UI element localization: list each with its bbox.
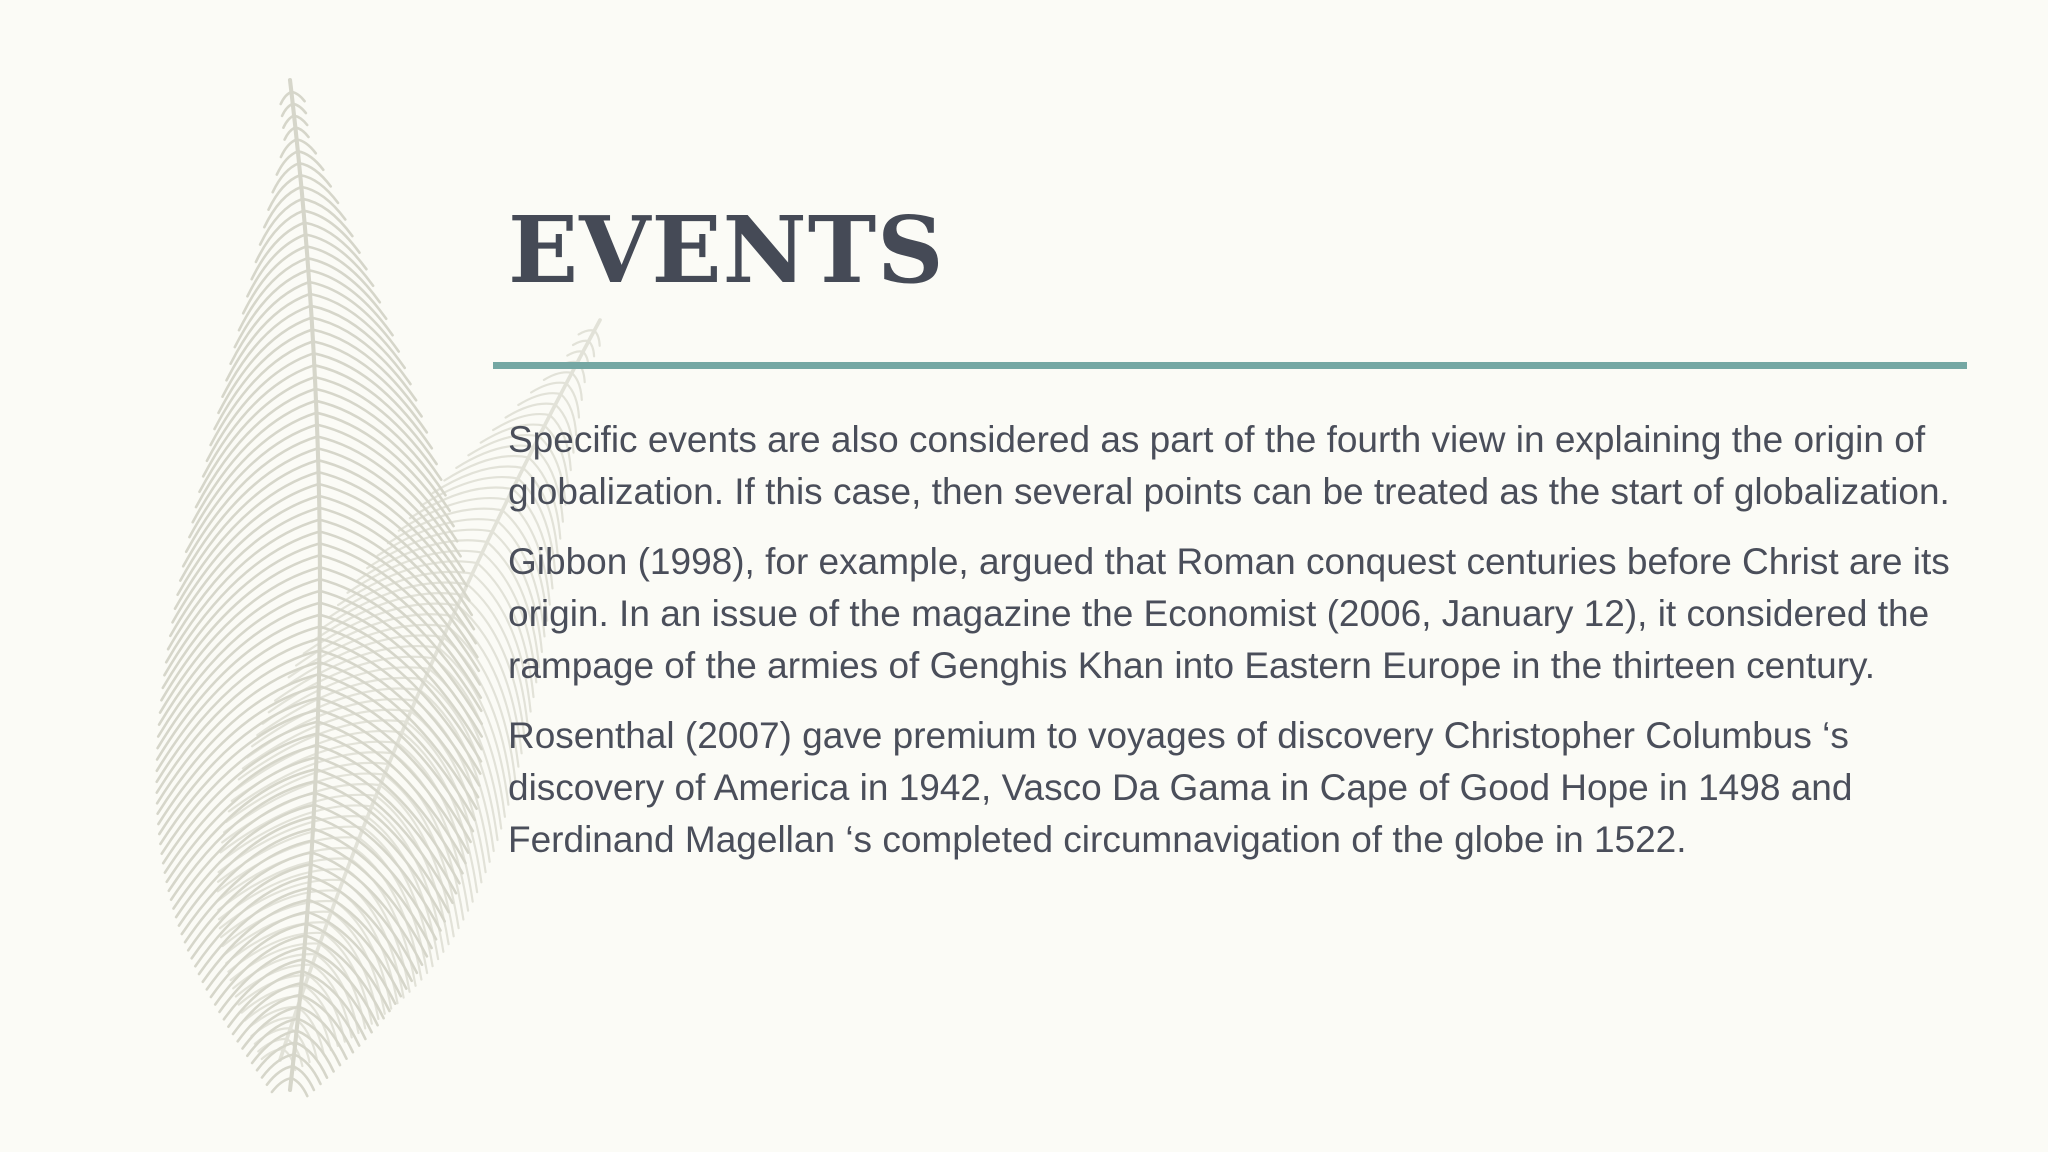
- slide-title: EVENTS: [508, 196, 945, 304]
- slide-body: [508, 414, 1970, 884]
- paragraph-rosenthal: Rosenthal (2007) gave premium to voyages of discovery Christopher Columbus ‘s discovery of America in 1942, Vasco Da Gama in Cape of Good Hope in 1498 and Ferdinand Magellan ‘s completed circumnavigation of the globe in 1522.: [508, 715, 1853, 860]
- paragraph-events-intro: Specific events are also considered as part of the fourth view in explaining the origin of globalization. If this case, then several points can be treated as the start of globalization.: [508, 419, 1950, 512]
- title-divider: [493, 362, 1967, 369]
- paragraph-gibbon: Gibbon (1998), for example, argued that Roman conquest centuries before Christ are its origin. In an issue of the magazine the Economist (2006, January 12), it considered the rampage of the armies of Genghis Khan into Eastern Europe in the thirteen century.: [508, 541, 1950, 686]
